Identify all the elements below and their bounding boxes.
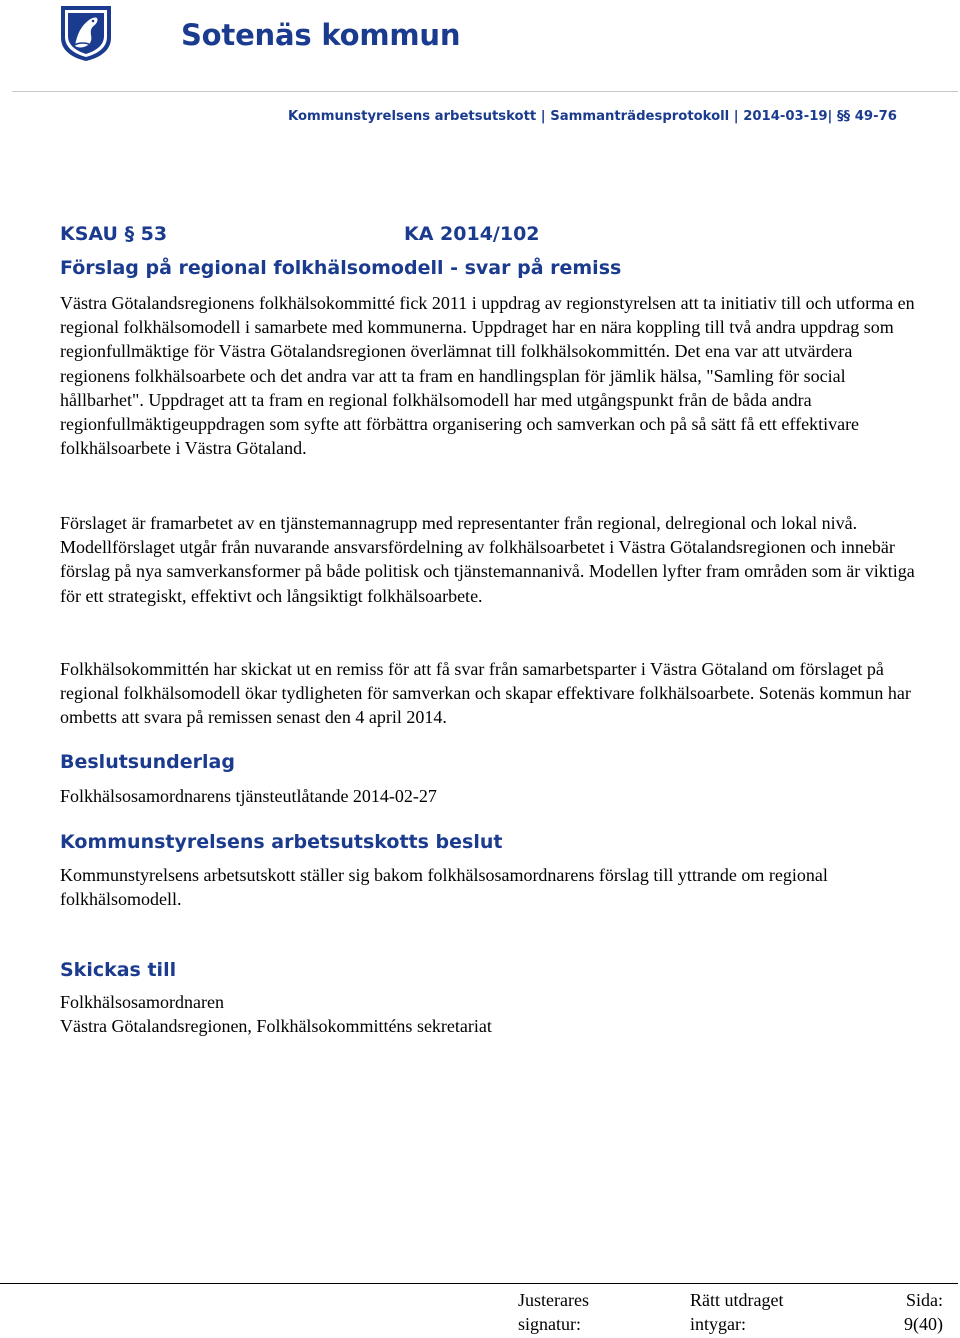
beslutsunderlag-item: Folkhälsosamordnarens tjänsteutlåtande 2014-02-27 bbox=[60, 786, 437, 806]
footer-divider bbox=[0, 1283, 958, 1284]
body-paragraph-2: Förslaget är framarbetet av en tjänstemannagrupp med representanter från regional, delregional och lokal nivå. Modellförslaget utgår från nuvarande ansvarsfördelning av folkhälsoarbetet i Västra Götalandsregionen och innebär förslag på nya samverkansformer på både politisk och tjänstemannanivå. Modellen lyfter fram områden som är viktiga för ett strategiskt, effektivt och långsiktigt folkhälsoarbete. bbox=[60, 513, 915, 606]
header-divider bbox=[12, 91, 958, 92]
recipient-item: Folkhälsosamordnaren bbox=[60, 992, 224, 1012]
page-label: Sida: bbox=[906, 1290, 944, 1310]
recipient-item: Västra Götalandsregionen, Folkhälsokommitténs sekretariat bbox=[60, 1016, 492, 1036]
organisation-logo bbox=[59, 4, 461, 62]
protocol-header: Kommunstyrelsens arbetsutskott | Sammanträdesprotokoll | 2014-03-19| §§ 49-76 bbox=[288, 109, 897, 124]
intygar-signature-field bbox=[760, 1318, 880, 1338]
ratt-utdraget-label: Rätt utdraget bbox=[690, 1290, 784, 1310]
section-heading-beslut: Kommunstyrelsens arbetsutskotts beslut bbox=[60, 831, 503, 853]
body-paragraph-3: Folkhälsokommittén har skickat ut en remiss för att få svar från samarbetsparter i Västra Götaland om förslaget på regional folkhälsomodell ökar tydligheten för samverkan och skapar effektivare folkhälsoarbete. Sotenäs kommun har ombetts att svara på remissen senast den 4 april 2014. bbox=[60, 659, 911, 728]
justerares-signature-label: signatur: bbox=[518, 1314, 581, 1334]
page-number: 9(40) bbox=[904, 1314, 943, 1334]
section-heading-skickas-till: Skickas till bbox=[60, 959, 177, 981]
body-paragraph-1: Västra Götalandsregionens folkhälsokommitté fick 2011 i uppdrag av regionstyrelsen att ta initiativ till och utforma en regional folkhälsomodell i samarbete med kommunerna. Uppdraget har en nära koppling till två andra uppdrag som regionfullmäktige för Västra Götalandsregionen överlämnat till folkhälsokommittén. Det ena var att utvärdera regionens folkhälsoarbete och det andra var att ta fram en handlingsplan för jämlik hälsa, "Samling för social hållbarhet". Uppdraget att ta fram en regional folkhälsomodell har med utgångspunkt från de båda andra regionfullmäktigeuppdragen som syfte att förbättra organisering och samverkan och på så sätt få ett effektivare folkhälsoarbete i Västra Götaland. bbox=[60, 293, 915, 459]
justerares-signature-field bbox=[604, 1318, 678, 1338]
organisation-name: Sotenäs kommun bbox=[181, 18, 461, 52]
case-number: KA 2014/102 bbox=[404, 223, 540, 245]
section-heading-beslutsunderlag: Beslutsunderlag bbox=[60, 751, 235, 773]
intygar-label: intygar: bbox=[690, 1314, 746, 1334]
justerares-label: Justerares bbox=[518, 1290, 589, 1310]
paragraph-number: KSAU § 53 bbox=[60, 223, 168, 245]
municipal-crest-icon bbox=[59, 4, 113, 62]
beslut-text: Kommunstyrelsens arbetsutskott ställer sig bakom folkhälsosamordnarens förslag till yttrande om regional folkhälsomodell. bbox=[60, 865, 828, 910]
page-title: Förslag på regional folkhälsomodell - svar på remiss bbox=[60, 257, 622, 279]
